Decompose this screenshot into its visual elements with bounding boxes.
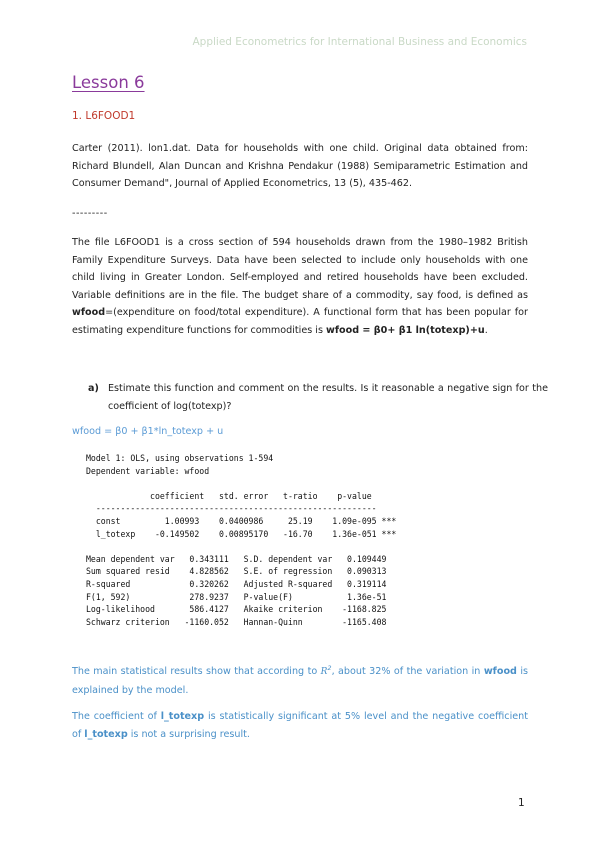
description-paragraph [72,234,528,339]
result-paragraph-1 [72,660,528,699]
result2-bold-var-2: l_totexp [84,728,128,740]
regression-output: Model 1: OLS, using observations 1-594 Dependent variable: wfood coefficient std. error t-ratio p-value --------------------------------------------------------- const 1.00993 0.0400986 25.19 1.09e-095 *** l_totexp -0.149502 0.00895170 -16.70 1.36e-051 *** Mean dependent var 0.343111 S.D. dependent var 0.109449 Sum squared resid 4.828562 S.E. of regression 0.090313 R-squared 0.320262 Adjusted R-squared 0.319114 F(1, 592) 278.9237 P-value(F) 1.36e-51 Log-likelihood 586.4127 Akaike criterion -1168.825 Schwarz criterion -1160.052 Hannan-Quinn -1165.408 [86,454,397,628]
question-text: Estimate this function and comment on the results. Is it reasonable a negative sign for the coefficient of log(totexp)? [108,383,548,412]
r-squared-symbol: R [320,667,328,678]
question-label: a) [88,383,99,394]
r-squared-superscript: 2 [327,664,332,672]
result2-text-3: is not a surprising result. [127,728,250,740]
result1-text-1: The main statistical results show that according to [72,666,321,678]
description-text-1: The file L6FOOD1 is a cross section of 594 households drawn from the 1980–1982 British Family Expenditure Surveys. Data have been selected to include only households with one child living in Greater London. Self-employed and retired households have been excluded. Variable definitions are in the file. The budget share of a commodity, say food, is defined as [72,237,528,301]
result1-bold-wfood: wfood [483,666,517,678]
description-text-2: =(expenditure on food/total expenditure). A functional form that has been popular for estimating expenditure functions for commodities is [72,307,528,336]
result2-text-2: is statistically significant at 5% level and the negative coefficient of [72,711,528,740]
model-equation: wfood = β0 + β1*ln_totexp + u [72,426,224,437]
result2-bold-var-1: l_totexp [160,711,205,722]
question-item [88,380,548,415]
description-bold-wfood: wfood [72,307,106,318]
running-header: Applied Econometrics for International Business and Economics [192,36,527,48]
page-number: 1 [518,797,525,809]
result1-text-2: , about 32% of the variation in [331,666,484,678]
result-paragraph-2 [72,708,528,743]
description-text-3: . [484,324,488,336]
citation-paragraph: Carter (2011). lon1.dat. Data for households with one child. Original data obtained from: Richard Blundell, Alan Duncan and Krishna Pendakur (1988) Semiparametric Estimation and Consumer Demand", Journal of Applied Econometrics, 13 (5), 435-462. [72,143,528,189]
lesson-title: Lesson 6 [72,73,145,92]
result2-text-1: The coefficient of [72,711,161,722]
separator-line: --------- [72,208,108,219]
description-bold-equation: wfood = β0+ β1 ln(totexp)+u [326,324,485,336]
section-title: 1. L6FOOD1 [72,110,136,122]
result1-text-3: is explained by the model. [72,666,529,696]
